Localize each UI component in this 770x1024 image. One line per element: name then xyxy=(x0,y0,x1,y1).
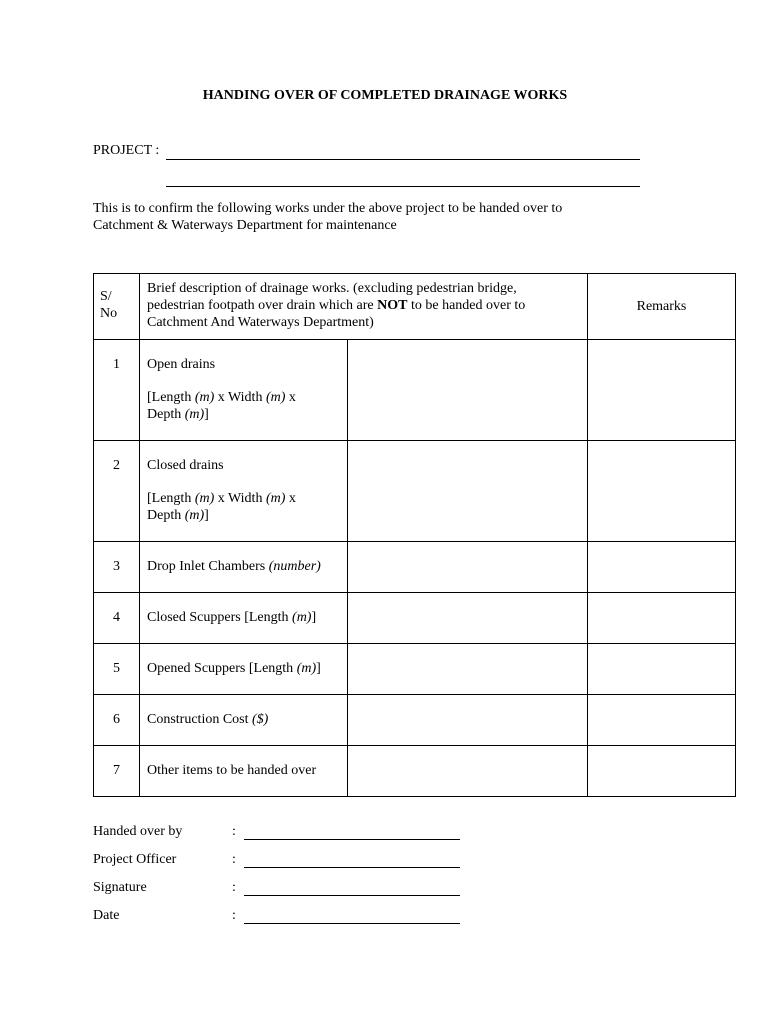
signoff-label: Signature xyxy=(93,880,147,895)
row-number: 2 xyxy=(94,441,140,542)
header-remarks: Remarks xyxy=(588,274,736,340)
signature-field[interactable] xyxy=(244,895,460,896)
table-row xyxy=(94,441,736,542)
signoff-colon: : xyxy=(232,824,236,839)
row-remarks-cell[interactable] xyxy=(588,441,736,542)
row-value-cell[interactable] xyxy=(348,695,588,746)
signoff-label: Project Officer xyxy=(93,852,177,867)
row-remarks-cell[interactable] xyxy=(588,593,736,644)
row-value-cell[interactable] xyxy=(348,542,588,593)
row-value-cell[interactable] xyxy=(348,340,588,441)
row-number: 4 xyxy=(94,593,140,644)
table-row xyxy=(94,644,736,695)
row-description: Closed Scuppers [Length (m)] xyxy=(140,593,348,644)
row-description: Opened Scuppers [Length (m)] xyxy=(140,644,348,695)
table-row xyxy=(94,695,736,746)
row-remarks-cell[interactable] xyxy=(588,644,736,695)
project-line-1[interactable] xyxy=(166,159,640,160)
row-description: Drop Inlet Chambers (number) xyxy=(140,542,348,593)
signoff-label: Handed over by xyxy=(93,824,183,839)
row-number: 1 xyxy=(94,340,140,441)
row-value-cell[interactable] xyxy=(348,746,588,797)
date-field[interactable] xyxy=(244,923,460,924)
signoff-colon: : xyxy=(232,852,236,867)
row-remarks-cell[interactable] xyxy=(588,695,736,746)
table-row xyxy=(94,746,736,797)
signoff-label: Date xyxy=(93,908,120,923)
intro-line-2: Catchment & Waterways Department for maintenance xyxy=(93,218,397,233)
row-value-cell[interactable] xyxy=(348,441,588,542)
drainage-works-table xyxy=(93,273,736,797)
row-remarks-cell[interactable] xyxy=(588,542,736,593)
header-description: Brief description of drainage works. (excluding pedestrian bridge, pedestrian footpath over drain which are NOT to be handed over to Catchment And Waterways Department) xyxy=(140,274,588,340)
row-number: 6 xyxy=(94,695,140,746)
row-number: 5 xyxy=(94,644,140,695)
row-number: 7 xyxy=(94,746,140,797)
page-title: HANDING OVER OF COMPLETED DRAINAGE WORKS xyxy=(202,88,568,103)
row-description: Other items to be handed over xyxy=(140,746,348,797)
table-row xyxy=(94,340,736,441)
table-header-row xyxy=(94,274,736,340)
row-description: Open drains [Length (m) x Width (m) x Depth (m)] xyxy=(140,340,348,441)
handed-over-by-field[interactable] xyxy=(244,839,460,840)
row-description: Construction Cost ($) xyxy=(140,695,348,746)
table-row xyxy=(94,542,736,593)
project-line-2[interactable] xyxy=(166,186,640,187)
header-sno: S/ No xyxy=(94,274,140,340)
row-remarks-cell[interactable] xyxy=(588,340,736,441)
intro-text xyxy=(93,200,653,234)
table-row xyxy=(94,593,736,644)
row-description: Closed drains [Length (m) x Width (m) x Depth (m)] xyxy=(140,441,348,542)
row-value-cell[interactable] xyxy=(348,593,588,644)
signoff-colon: : xyxy=(232,908,236,923)
row-remarks-cell[interactable] xyxy=(588,746,736,797)
project-officer-field[interactable] xyxy=(244,867,460,868)
row-number: 3 xyxy=(94,542,140,593)
intro-line-1: This is to confirm the following works under the above project to be handed over to xyxy=(93,201,563,216)
row-value-cell[interactable] xyxy=(348,644,588,695)
project-label: PROJECT : xyxy=(93,143,160,158)
signoff-colon: : xyxy=(232,880,236,895)
